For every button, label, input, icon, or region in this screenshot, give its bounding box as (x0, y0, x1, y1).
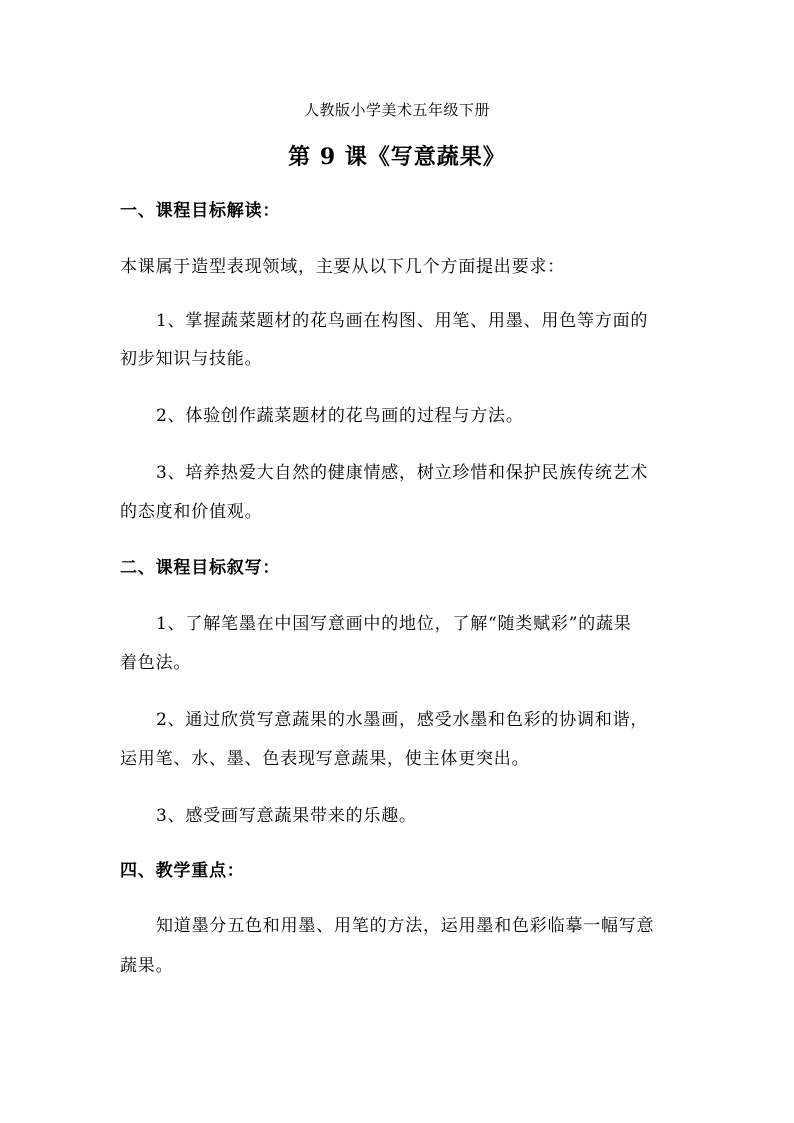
section-4-heading: 四、教学重点： (120, 861, 245, 881)
document-title: 第 9 课《写意蔬果》 (288, 144, 506, 170)
section-1-item-2: 2、体验创作蔬菜题材的花鸟画的过程与方法。 (156, 406, 524, 426)
document-subtitle: 人教版小学美术五年级下册 (303, 101, 490, 119)
section-2-item-2-line-1: 2、通过欣赏写意蔬果的水墨画，感受水墨和色彩的协调和谐， (156, 710, 649, 730)
section-2-item-1-line-2: 着色法。 (120, 653, 192, 673)
section-1-item-1-line-1: 1、掌握蔬菜题材的花鸟画在构图、用笔、用墨、用色等方面的 (156, 311, 649, 331)
section-4-paragraph-line-2: 蔬果。 (120, 956, 174, 976)
section-2-item-1-line-1: 1、了解笔墨在中国写意画中的地位，了解“随类赋彩”的蔬果 (156, 614, 632, 634)
section-1-item-3-line-2: 的态度和价值观。 (120, 502, 263, 522)
section-4-paragraph-line-1: 知道墨分五色和用墨、用笔的方法，运用墨和色彩临摹一幅写意 (156, 916, 655, 936)
section-2-item-2-line-2: 运用笔、水、墨、色表现写意蔬果，使主体更突出。 (120, 749, 530, 769)
section-1-item-3-line-1: 3、培养热爱大自然的健康情感，树立珍惜和保护民族传统艺术 (156, 463, 649, 483)
section-1-intro: 本课属于造型表现领域，主要从以下几个方面提出要求： (120, 257, 565, 277)
section-2-item-3: 3、感受画写意蔬果带来的乐趣。 (156, 806, 417, 826)
section-1-item-1-line-2: 初步知识与技能。 (120, 349, 263, 369)
section-2-heading: 二、课程目标叙写： (120, 558, 281, 578)
section-1-heading: 一、课程目标解读： (120, 201, 281, 221)
